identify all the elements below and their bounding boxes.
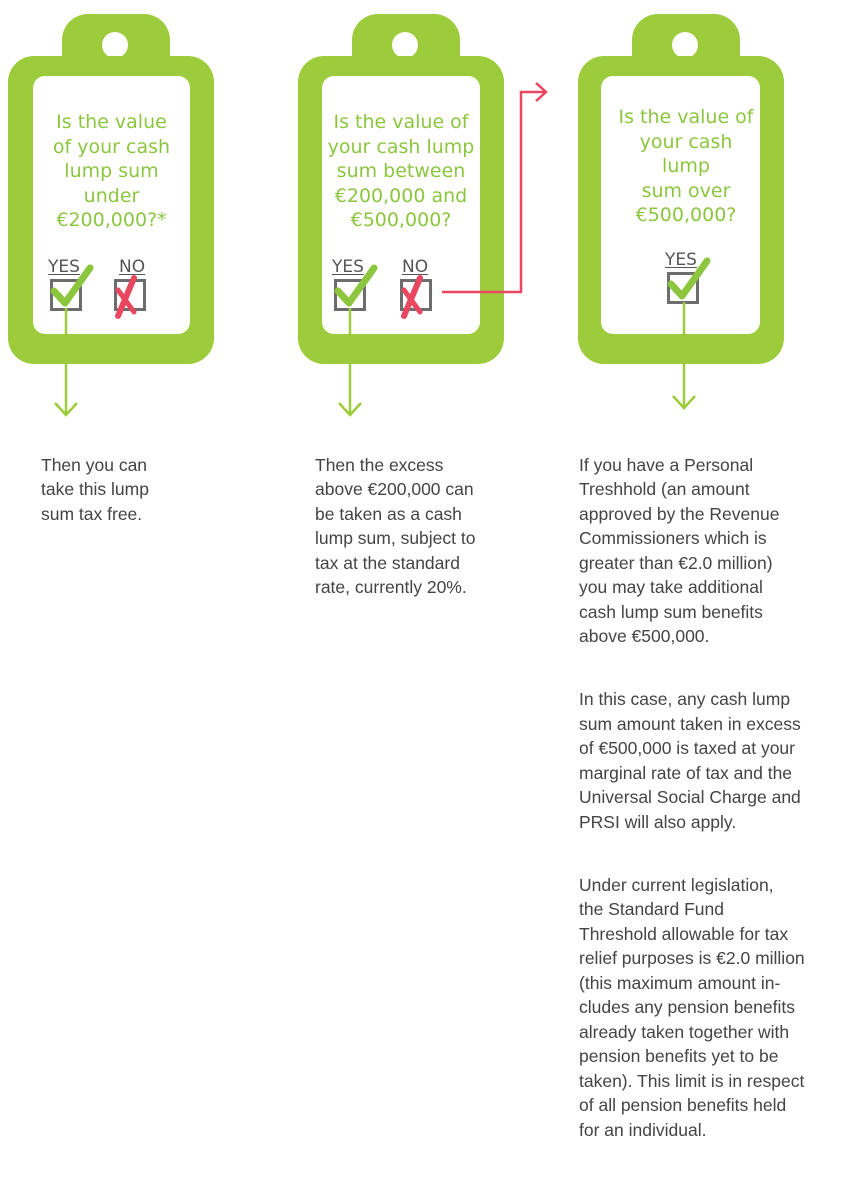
yes-label: YES: [332, 257, 364, 277]
down-arrow-1: [55, 308, 77, 415]
answer-text-3: [579, 428, 847, 1181]
no-connector-arrow: [442, 83, 546, 292]
answer-paragraph: In this case, any cash lump sum amount taken in excess of €500,000 is taxed at your marginal rate of tax and the Universal Social Charge and PRSI will also apply.: [579, 689, 801, 832]
flow-connectors: [0, 0, 848, 440]
no-label: NO: [402, 257, 429, 277]
question-text: Is the value of your cash lump sum between €200,000 and €500,000?: [327, 111, 475, 231]
question-text: Is the value of your cash lump sum over €500,000?: [618, 106, 754, 226]
answer-paragraph: Then the excess above €200,000 can be taken as a cash lump sum, subject to tax at the standard rate, currently 20%.: [315, 454, 476, 597]
answer-text-1: [41, 428, 241, 565]
no-label: NO: [119, 257, 146, 277]
yes-label: YES: [48, 257, 80, 277]
answer-paragraph: Then you can take this lump sum tax free.: [41, 454, 149, 524]
answer-text-2: [315, 428, 515, 638]
yes-label: YES: [665, 250, 697, 270]
answer-paragraph: Under current legislation, the Standard Fund Threshold allowable for tax relief purposes is €2.0 million (this maximum amount in- cludes any pension benefits already taken together with pension benefits yet to be taken). This limit is in respect of all pension benefits held for an individual.: [579, 874, 805, 1140]
question-text: Is the value of your cash lump sum under €200,000?*: [52, 111, 171, 231]
answer-paragraph: If you have a Personal Treshhold (an amount approved by the Revenue Commissioners which is greater than €2.0 million) you may take additional cash lump sum benefits above €500,000.: [579, 454, 780, 646]
down-arrow-2: [339, 308, 361, 415]
down-arrow-3: [673, 302, 695, 408]
